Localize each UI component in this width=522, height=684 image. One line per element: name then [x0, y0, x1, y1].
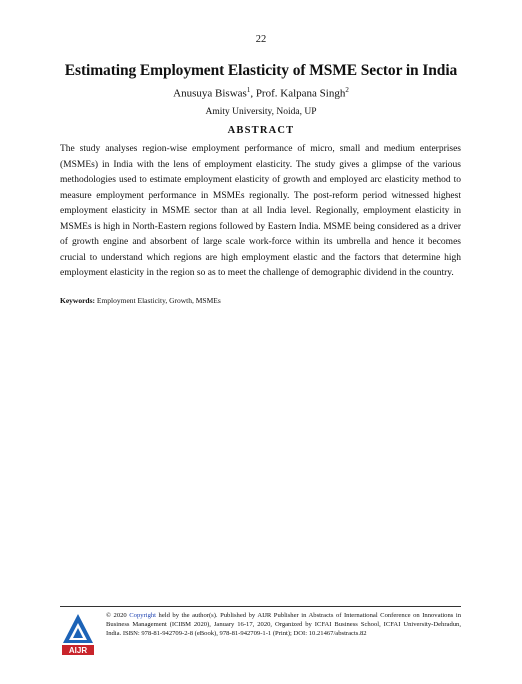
author-line — [0, 86, 522, 100]
abstract-body: The study analyses region-wise employment performance of micro, small and medium enterprises (MSMEs) in India with the lens of employment elasticity. The study gives a glimpse of the various methodologies used to estimate employment elasticity of growth and employed arc elasticity method to measure employment performance in MSMEs regionally. The post-reform period witnessed highest employment elasticity in MSME sector than at all India level. Regionally, employment elasticity in MSMEs is high in North-Eastern regions followed by Eastern India. MSME being considered as a driver of growth engine and absorbent of large scale work-force within its umbrella and hence it becomes crucial to understand which regions are high employment elastic and the factors that determine high employment elasticity in the region so as to meet the challenge of demographic dividend in the country. — [60, 144, 461, 278]
abstract-heading: ABSTRACT — [227, 125, 295, 136]
page-number: 22 — [255, 34, 267, 45]
author-name-2: Prof. Kalpana Singh — [255, 87, 346, 100]
keywords-line — [60, 296, 461, 305]
affiliation: Amity University, Noida, UP — [205, 107, 317, 117]
aijr-logo — [60, 612, 96, 656]
footer-divider — [60, 606, 461, 607]
copyright-text: held by the author(s). Published by AIJR Publisher in Abstracts of International Conference on Innovations in Business Management (ICIBM 2020), January 16-17, 2020, Organized by ICFAI Business School, ICFAI University-Dehradun, India. ISBN: 978-81-942709-2-8 (eBook), 978-81-942709-1-1 (Print); DOI: 10.21467/abstracts.82 — [106, 612, 461, 637]
logo-text: AIJR — [68, 646, 88, 655]
copyright-prefix: © 2020 — [106, 612, 130, 619]
author-affiliation-mark-1: 1 — [246, 86, 251, 94]
author-affiliation-mark-2: 2 — [345, 86, 349, 94]
copyright-notice — [106, 611, 461, 638]
aijr-logo-icon — [60, 612, 96, 656]
keywords-label: Keywords: — [60, 296, 95, 305]
paper-title: Estimating Employment Elasticity of MSME Sector in India — [64, 62, 458, 79]
author-separator: , — [250, 87, 256, 100]
keywords-value: Employment Elasticity, Growth, MSMEs — [95, 296, 221, 305]
copyright-link[interactable]: Copyright — [129, 612, 156, 619]
author-name-1: Anusuya Biswas — [173, 87, 247, 100]
